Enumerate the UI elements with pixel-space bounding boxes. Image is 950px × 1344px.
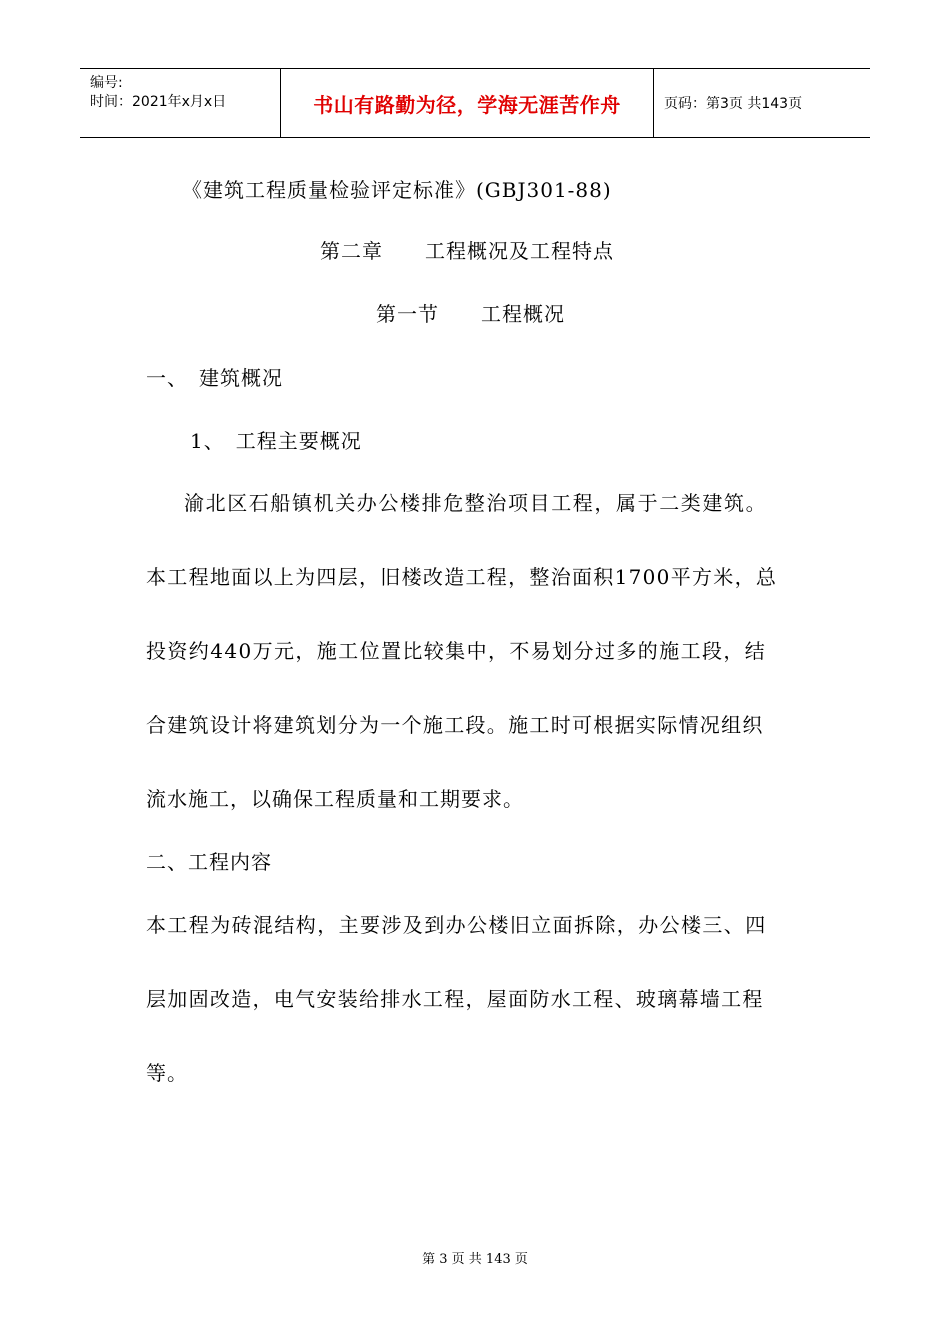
heading-project-content: 二、工程内容 (146, 850, 272, 874)
header-page-cell (654, 69, 870, 137)
paragraph-overview-line: 投资约440万元，施工位置比较集中，不易划分过多的施工段，结 (146, 639, 767, 663)
document-number-label: 编号: (90, 75, 123, 91)
paragraph-content-line: 等。 (146, 1061, 188, 1085)
paragraph-overview-line: 合建筑设计将建筑划分为一个施工段。施工时可根据实际情况组织 (146, 713, 764, 737)
header-meta-cell (80, 69, 281, 137)
section-title: 第一节 工程概况 (376, 302, 565, 326)
header-motto-cell (281, 69, 654, 137)
paragraph-content-line: 本工程为砖混结构，主要涉及到办公楼旧立面拆除，办公楼三、四 (146, 913, 767, 937)
heading-building-overview: 一、 建筑概况 (146, 366, 283, 390)
paragraph-overview-line: 流水施工，以确保工程质量和工期要求。 (146, 787, 524, 811)
sub-heading-main-overview: 1、 工程主要概况 (190, 429, 362, 453)
header-page-info: 页码：第3页 共143页 (664, 96, 803, 112)
header-motto: 书山有路勤为径，学海无涯苦作舟 (313, 92, 621, 117)
paragraph-content-line: 层加固改造，电气安装给排水工程，屋面防水工程、玻璃幕墙工程 (146, 987, 764, 1011)
standard-reference: 《建筑工程质量检验评定标准》(GBJ301-88) (182, 178, 612, 202)
chapter-title: 第二章 工程概况及工程特点 (320, 239, 614, 263)
document-header (80, 68, 870, 138)
page-footer: 第 3 页 共 143 页 (422, 1252, 528, 1267)
document-time-label: 时间：2021年x月x日 (90, 94, 227, 110)
paragraph-overview-line: 本工程地面以上为四层，旧楼改造工程，整治面积1700平方米，总 (146, 565, 778, 589)
paragraph-overview-line: 渝北区石船镇机关办公楼排危整治项目工程，属于二类建筑。 (184, 491, 768, 515)
